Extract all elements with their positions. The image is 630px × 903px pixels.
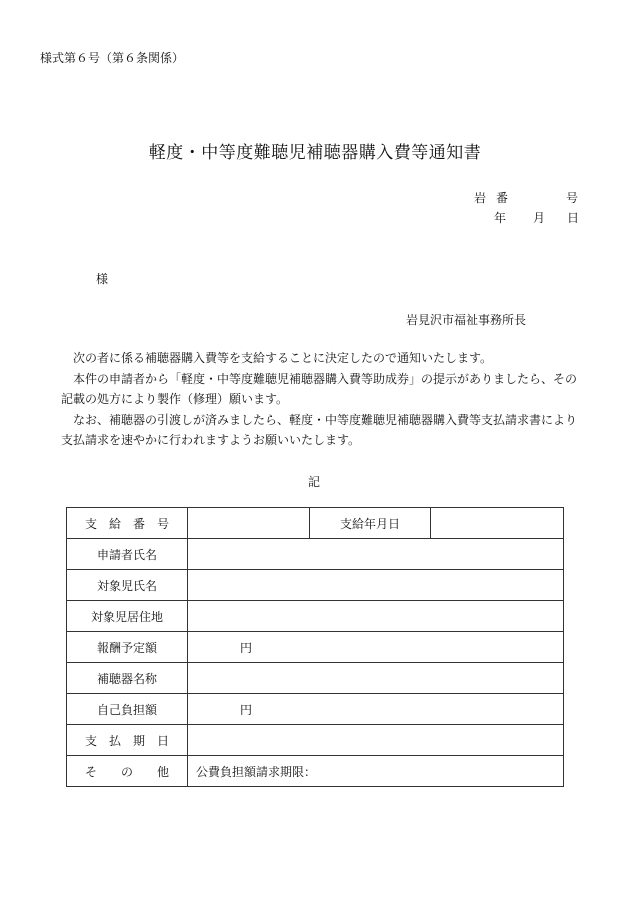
child-address-value bbox=[188, 601, 564, 632]
date-year: 年 bbox=[494, 211, 507, 225]
table-row bbox=[67, 756, 564, 787]
claim-deadline: 公費負担額請求期限： bbox=[188, 756, 564, 787]
body-text bbox=[61, 348, 581, 451]
ref-go: 号 bbox=[566, 191, 579, 205]
detail-table bbox=[66, 507, 564, 787]
form-number: 様式第６号（第６条関係） bbox=[40, 51, 185, 65]
payment-number-label: 支 給 番 号 bbox=[67, 508, 188, 539]
table-row bbox=[67, 725, 564, 756]
child-name-label: 対象児氏名 bbox=[67, 570, 188, 601]
device-name-label: 補聴器名称 bbox=[67, 663, 188, 694]
table-row bbox=[67, 694, 564, 725]
pay-period-value bbox=[188, 725, 564, 756]
date-day: 日 bbox=[567, 211, 580, 225]
table-row bbox=[67, 663, 564, 694]
issuer: 岩見沢市福祉事務所長 bbox=[406, 313, 527, 327]
body-paragraph-2: 本件の申請者から「軽度・中等度難聴児補聴器購入費等助成券」の提示がありましたら、その記載の処方により製作（修理）願います。 bbox=[61, 371, 578, 406]
payment-date-label: 支給年月日 bbox=[310, 508, 431, 539]
date-month: 月 bbox=[533, 211, 546, 225]
ki-heading: 記 bbox=[308, 475, 321, 489]
self-pay-label: 自己負担額 bbox=[67, 694, 188, 725]
applicant-name-label: 申請者氏名 bbox=[67, 539, 188, 570]
table-row bbox=[67, 570, 564, 601]
ref-prefix: 岩 bbox=[474, 191, 487, 205]
other-label: そ の 他 bbox=[67, 756, 188, 787]
self-pay-value: 円 bbox=[188, 694, 564, 725]
document-title: 軽度・中等度難聴児補聴器購入費等通知書 bbox=[148, 143, 482, 163]
ref-ban: 番 bbox=[496, 191, 509, 205]
fee-label: 報酬予定額 bbox=[67, 632, 188, 663]
table-row bbox=[67, 601, 564, 632]
body-paragraph-3: なお、補聴器の引渡しが済みましたら、軽度・中等度難聴児補聴器購入費等支払請求書により支払請求を速やかに行われますようお願いいたします。 bbox=[61, 412, 578, 447]
addressee-suffix: 様 bbox=[96, 272, 109, 286]
fee-value: 円 bbox=[188, 632, 564, 663]
payment-date-value bbox=[431, 508, 564, 539]
table-row bbox=[67, 508, 564, 539]
applicant-name-value bbox=[188, 539, 564, 570]
body-paragraph-1: 次の者に係る補聴器購入費等を支給することに決定したので通知いたします。 bbox=[61, 351, 493, 365]
child-address-label: 対象児居住地 bbox=[67, 601, 188, 632]
table-row bbox=[67, 539, 564, 570]
table-row bbox=[67, 632, 564, 663]
device-name-value bbox=[188, 663, 564, 694]
child-name-value bbox=[188, 570, 564, 601]
pay-period-label: 支 払 期 日 bbox=[67, 725, 188, 756]
payment-number-value bbox=[188, 508, 310, 539]
